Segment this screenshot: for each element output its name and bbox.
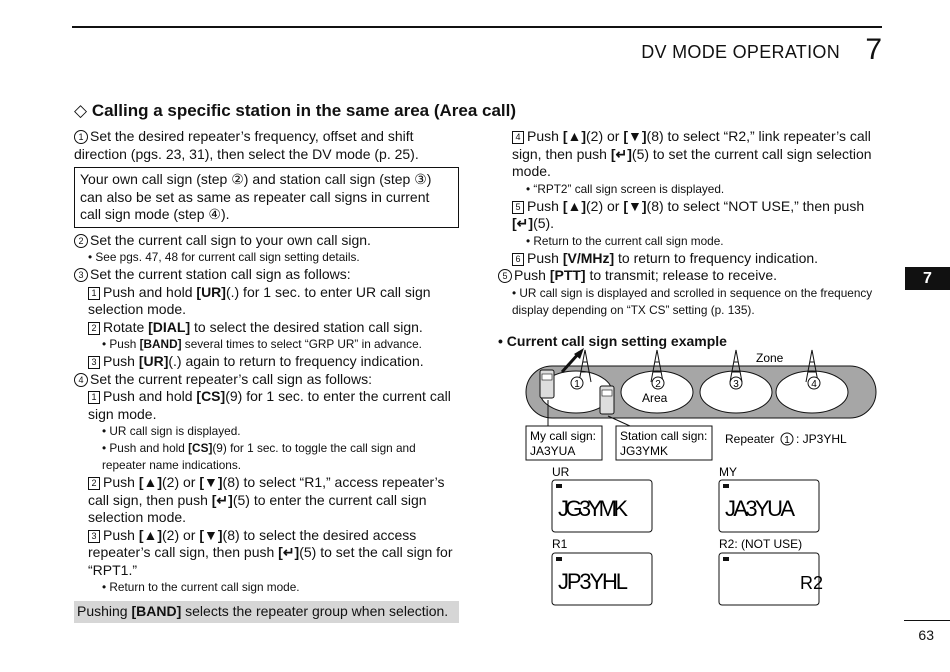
area-num-1: 1 [574,379,580,390]
step-4-4-note: • “RPT2” call sign screen is displayed. [526,181,725,196]
step-5: 5 Push [PTT] to transmit; release to receive. [498,267,884,285]
step-2: 2 Set the current call sign to your own call sign. [74,232,459,250]
lcd-label-ur: UR [552,465,570,479]
area-num-3: 3 [733,379,739,390]
my-call-value: JA3YUA [530,444,576,458]
step-4-2: 2 Push [▲](2) or [▼](8) to select “R1,” access repeater’s call sign, then push [↵](5) to enter the current call sign selection mode. [88,474,445,525]
step-4-1-note-1: • UR call sign is displayed. [102,424,241,438]
lcd-label-r2: R2: (NOT USE) [719,537,803,551]
page-number: 63 [918,627,934,643]
section-heading: ◇ Calling a specific station in the same area (Area call) [74,101,517,120]
my-call-label: My call sign: [530,429,597,443]
band-note-bar: Pushing [BAND] selects the repeater group when selection. [74,601,459,623]
step-3: 3 Set the current station call sign as follows: [74,266,459,284]
station-call-value: JG3YMK [620,444,669,458]
step-4-3-note: • Return to the current call sign mode. [102,580,300,594]
step-1: 1 Set the desired repeater’s frequency, offset and shift direction (pgs. 23, 31), then select the DV mode (p. 25). [74,128,419,162]
example-title: • Current call sign setting example [498,332,727,349]
step-2-note: • See pgs. 47, 48 for current call sign setting details. [88,250,360,264]
chapter-number: 7 [865,33,882,66]
svg-text:1: 1 [784,435,790,446]
step-3-2: 2 Rotate [DIAL] to select the desired station call sign. [74,319,459,337]
step-3-2-note: • Push [BAND] several times to select “GRP UR” in advance. [102,337,422,351]
step-3-1: 1 Push and hold [UR](.) for 1 sec. to enter UR call sign selection mode. [88,283,431,317]
step-5-note: • UR call sign is displayed and scrolled in sequence on the frequency display depending on “TX CS” setting (p. 135). [512,285,873,317]
station-call-label: Station call sign: [620,429,708,443]
right-column [498,128,884,350]
lcd-text-ur: JG3YMK [558,496,628,521]
repeater-value: : JP3YHL [796,432,847,446]
lcd-text-r2: R2 [800,573,824,593]
step-4-1-note-2: • Push and hold [CS](9) for 1 sec. to toggle the call sign and repeater name indications. [102,441,416,472]
repeater-label: Repeater [725,432,775,446]
left-column [74,128,459,623]
step-4-5-note: • Return to the current call sign mode. [526,233,724,248]
area-num-4: 4 [811,379,817,390]
step-4-3: 3 Push [▲](2) or [▼](8) to select the desired access repeater’s call sign, then push [↵](5) to set the call sign for “RPT1.” [88,526,453,578]
footer-rule [904,620,950,621]
info-box: Your own call sign (step ②) and station call sign (step ③) can also be set as same as repeater call signs in current call sign mode (step ④). [74,167,459,228]
zone-label: Zone [756,351,784,365]
step-4: 4 Set the current repeater’s call sign as follows: [74,371,459,389]
lcd-text-r1: JP3YHL [558,569,628,594]
step-3-3: 3 Push [UR](.) again to return to frequency indication. [74,353,459,371]
lcd-label-my: MY [719,465,737,479]
top-rule [72,26,882,28]
step-4-1: 1 Push and hold [CS](9) for 1 sec. to enter the current call sign mode. [88,388,451,422]
call-sign-diagram [500,340,890,610]
area-num-2: 2 [655,379,661,390]
section-title: Calling a specific station in the same area (Area call) [91,101,517,120]
chapter-tab: 7 [905,267,950,290]
step-4-6: 6 Push [V/MHz] to return to frequency indication. [498,250,884,268]
lcd-text-my: JA3YUA [725,496,795,521]
step-4-5: 5 Push [▲](2) or [▼](8) to select “NOT USE,” then push [↵](5). [512,197,865,231]
area-label: Area [642,391,668,405]
step-4-4: 4 Push [▲](2) or [▼](8) to select “R2,” link repeater’s call sign, then push [↵](5) to set the current call sign selection mode. [512,128,872,179]
lcd-label-r1: R1 [552,537,568,551]
header-title: DV MODE OPERATION [641,42,840,62]
